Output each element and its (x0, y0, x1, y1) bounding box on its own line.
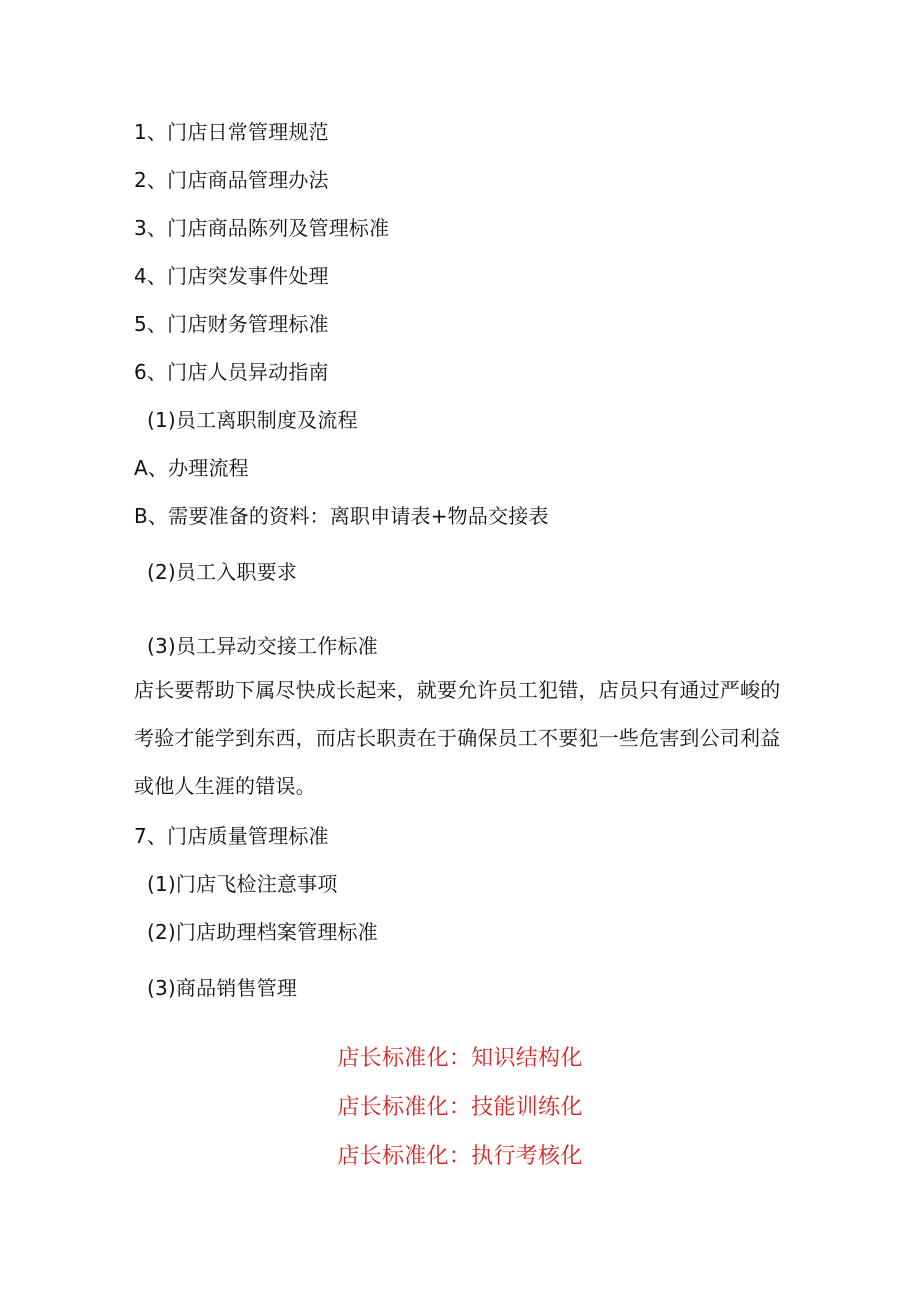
outline-item-6: 6、门店人员异动指南 (134, 360, 329, 384)
outline-item-7-sub-1: (1)门店飞检注意事项 (147, 872, 338, 896)
summary-line-execution: 店长标准化：执行考核化 (337, 1144, 583, 1169)
outline-item-6-sub-1-a: A、办理流程 (134, 456, 249, 480)
outline-item-6-sub-1: (1)员工离职制度及流程 (147, 408, 358, 432)
outline-item-7: 7、门店质量管理标准 (134, 824, 329, 848)
outline-item-3: 3、门店商品陈列及管理标准 (134, 216, 390, 240)
summary-line-knowledge: 店长标准化：知识结构化 (337, 1046, 583, 1071)
outline-item-1: 1、门店日常管理规范 (134, 120, 329, 144)
outline-item-6-sub-1-b: B、需要准备的资料：离职申请表+物品交接表 (134, 504, 549, 528)
outline-item-6-sub-2: (2)员工入职要求 (147, 560, 298, 584)
outline-item-6-sub-3: (3)员工异动交接工作标准 (147, 634, 378, 658)
outline-item-2: 2、门店商品管理办法 (134, 168, 329, 192)
summary-line-skills: 店长标准化：技能训练化 (337, 1095, 583, 1120)
manager-guidance-paragraph: 店长要帮助下属尽快成长起来，就要允许员工犯错，店员只有通过严峻的考验才能学到东西，而店长职责在于确保员工不要犯一些危害到公司利益或他人生涯的错误。 (134, 678, 781, 798)
outline-item-4: 4、门店突发事件处理 (134, 264, 329, 288)
outline-item-7-sub-2: (2)门店助理档案管理标准 (147, 920, 378, 944)
outline-item-5: 5、门店财务管理标准 (134, 312, 329, 336)
outline-item-7-sub-3: (3)商品销售管理 (147, 976, 298, 1000)
